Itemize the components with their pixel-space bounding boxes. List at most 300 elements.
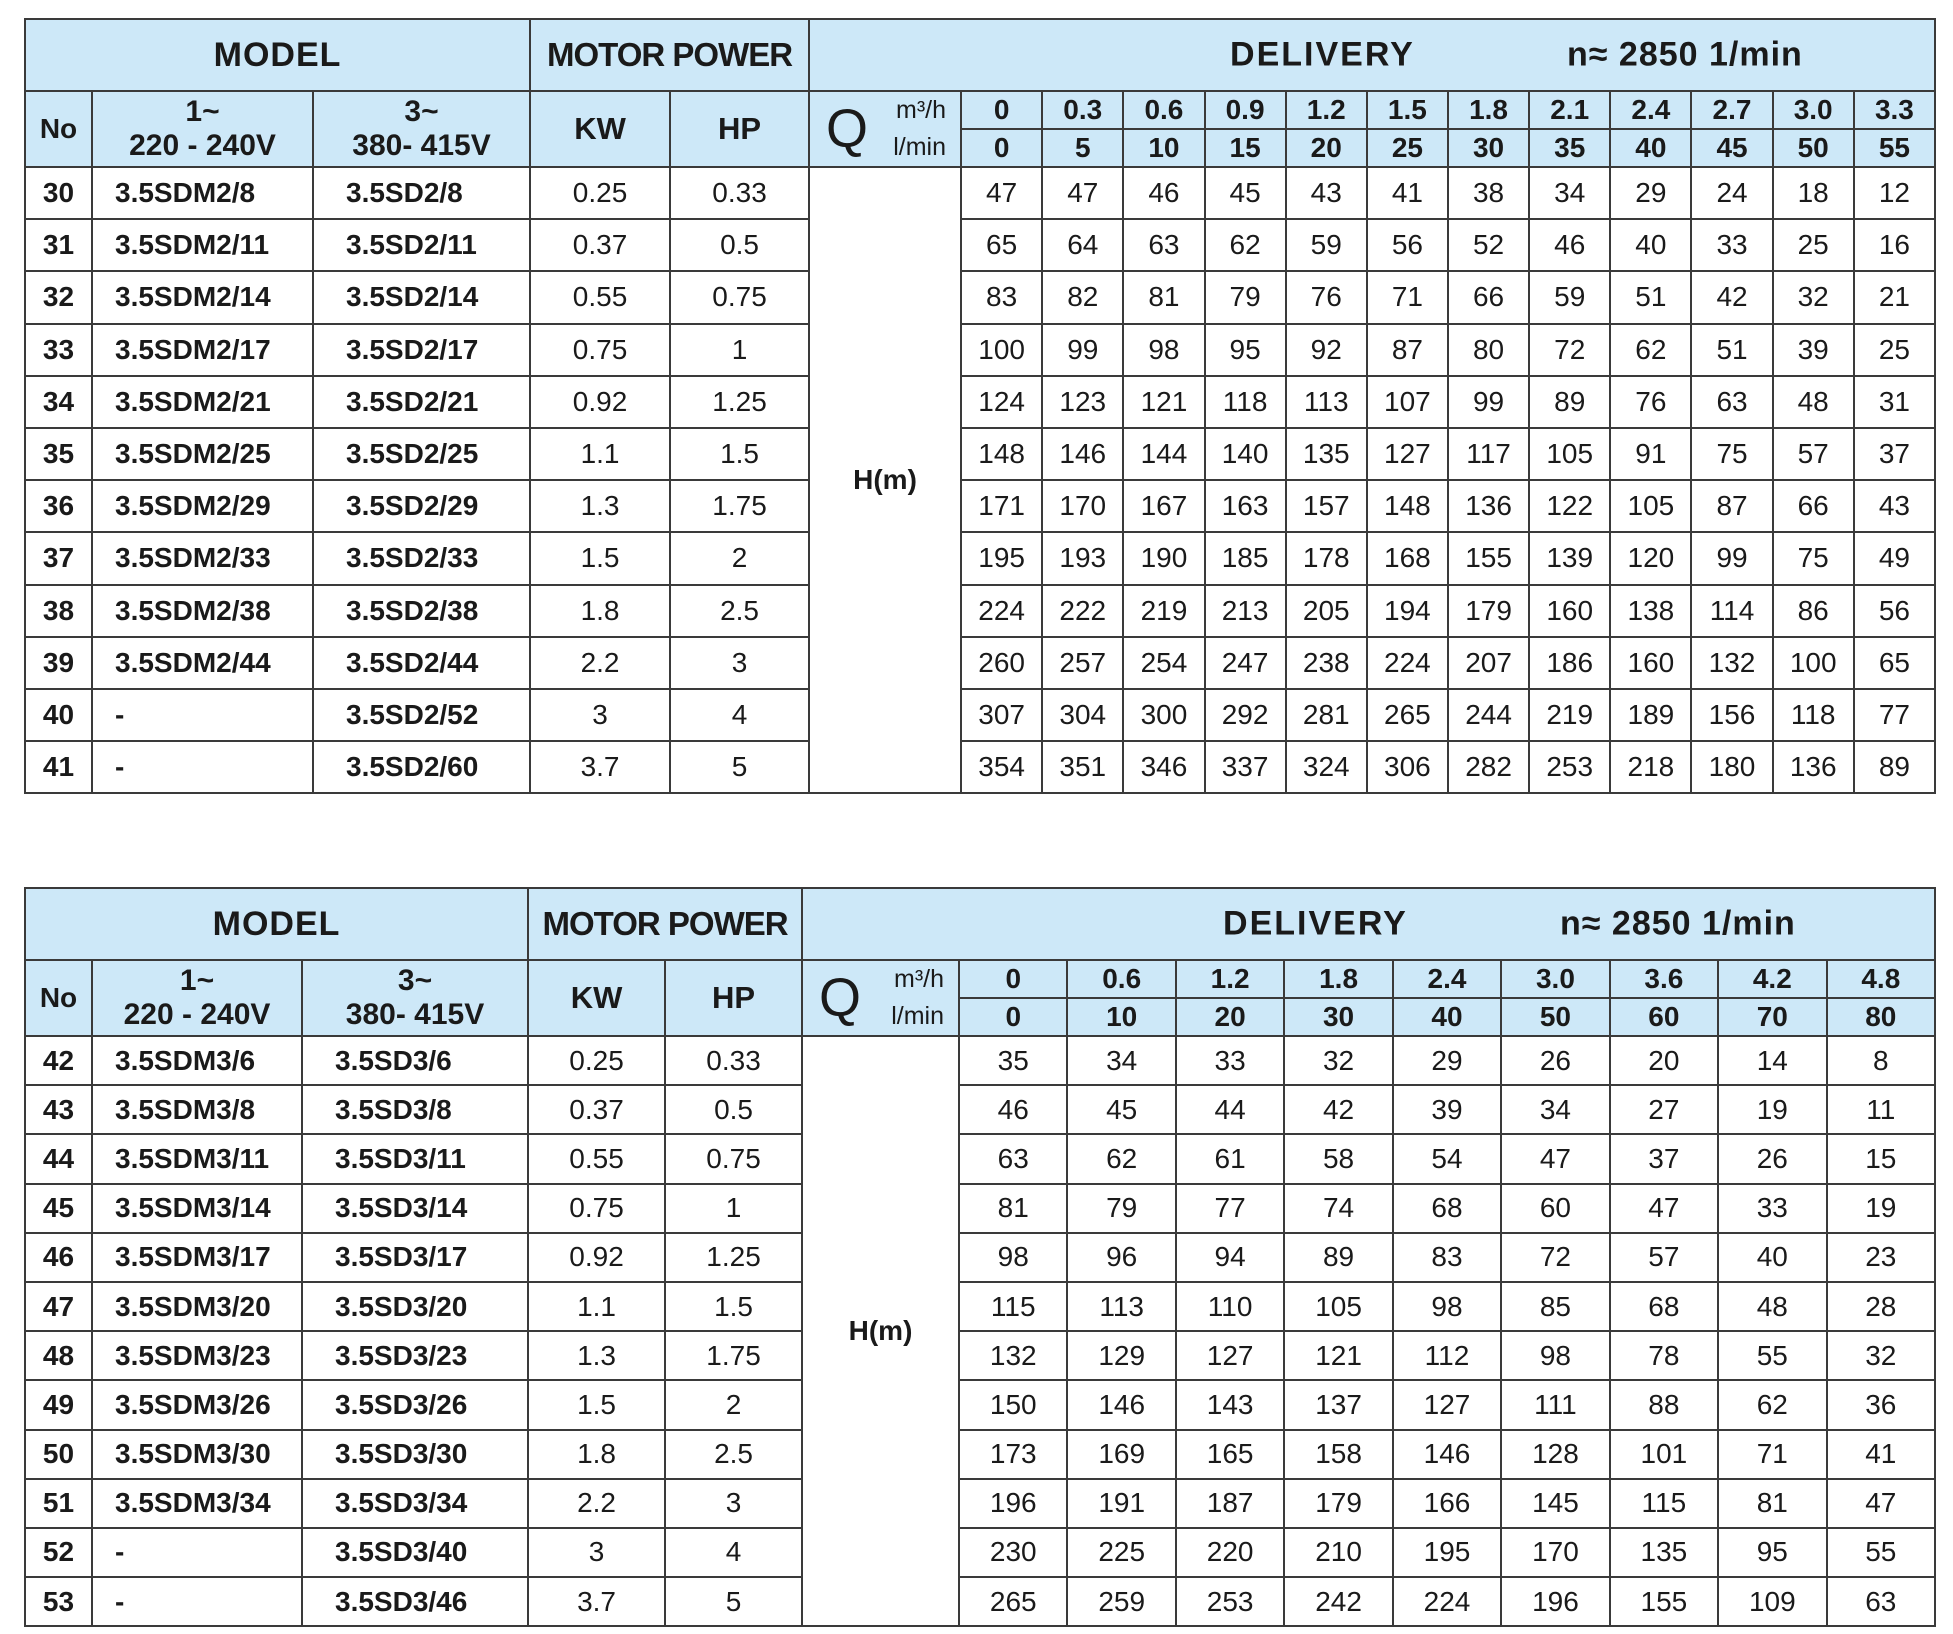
- flow-m3h-value: 1.2: [1286, 91, 1367, 129]
- three-phase-model: 3.5SD2/17: [313, 324, 530, 376]
- single-phase-model: 3.5SDM3/34: [92, 1479, 302, 1528]
- flow-lmin-value: 60: [1610, 998, 1718, 1036]
- three-phase-symbol: 3~: [397, 964, 433, 997]
- head-value: 80: [1448, 324, 1529, 376]
- power-kw: 3: [528, 1528, 665, 1577]
- head-value: 129: [1067, 1331, 1175, 1380]
- kw-header: KW: [528, 960, 665, 1036]
- head-value: 168: [1367, 532, 1448, 584]
- flow-lmin-value: 25: [1367, 129, 1448, 167]
- three-phase-model: 3.5SD3/30: [302, 1430, 528, 1479]
- head-value: 42: [1284, 1085, 1392, 1134]
- head-value: 304: [1042, 689, 1123, 741]
- single-phase-model: 3.5SDM2/17: [92, 324, 313, 376]
- three-phase-header: [313, 91, 530, 167]
- head-value: 173: [959, 1430, 1067, 1479]
- three-phase-symbol: 3~: [404, 95, 439, 128]
- head-value: 63: [1691, 376, 1772, 428]
- row-number: 31: [25, 219, 92, 271]
- head-value: 47: [1610, 1184, 1718, 1233]
- three-phase-model: 3.5SD2/33: [313, 532, 530, 584]
- row-number: 53: [25, 1577, 92, 1626]
- power-hp: 4: [665, 1528, 802, 1577]
- three-phase-model: 3.5SD3/17: [302, 1233, 528, 1282]
- power-kw: 0.37: [530, 219, 670, 271]
- flow-m3h-value: 1.8: [1284, 960, 1392, 998]
- head-value: 79: [1205, 271, 1286, 323]
- flow-m3h-value: 3.0: [1773, 91, 1854, 129]
- single-phase-model: -: [92, 689, 313, 741]
- flow-lmin-value: 30: [1284, 998, 1392, 1036]
- head-value: 56: [1854, 585, 1935, 637]
- table-row: [25, 428, 1935, 480]
- head-value: 68: [1393, 1184, 1501, 1233]
- head-value: 75: [1691, 428, 1772, 480]
- head-value: 127: [1176, 1331, 1284, 1380]
- head-value: 193: [1042, 532, 1123, 584]
- power-kw: 3.7: [530, 741, 670, 793]
- head-value: 82: [1042, 271, 1123, 323]
- flow-lmin-value: 50: [1501, 998, 1609, 1036]
- power-kw: 1.5: [530, 532, 670, 584]
- table-row: [25, 1430, 1935, 1479]
- row-number: 38: [25, 585, 92, 637]
- head-value: 62: [1610, 324, 1691, 376]
- head-value: 165: [1176, 1430, 1284, 1479]
- single-phase-model: 3.5SDM2/44: [92, 637, 313, 689]
- table-row: [25, 324, 1935, 376]
- head-value: 220: [1176, 1528, 1284, 1577]
- head-value: 92: [1286, 324, 1367, 376]
- head-value: 20: [1610, 1036, 1718, 1085]
- head-value: 219: [1529, 689, 1610, 741]
- head-value: 98: [1501, 1331, 1609, 1380]
- row-number: 47: [25, 1282, 92, 1331]
- flow-lmin-value: 55: [1854, 129, 1935, 167]
- head-value: 41: [1367, 167, 1448, 219]
- header-row-titles: [25, 888, 1935, 960]
- flow-lmin-value: 20: [1286, 129, 1367, 167]
- head-value: 32: [1773, 271, 1854, 323]
- head-value: 169: [1067, 1430, 1175, 1479]
- table-row: [25, 219, 1935, 271]
- head-value: 55: [1718, 1331, 1826, 1380]
- head-value: 76: [1286, 271, 1367, 323]
- head-value: 63: [1123, 219, 1204, 271]
- head-value: 105: [1284, 1282, 1392, 1331]
- head-value: 253: [1176, 1577, 1284, 1626]
- row-number: 37: [25, 532, 92, 584]
- three-phase-header: [302, 960, 528, 1036]
- head-value: 32: [1284, 1036, 1392, 1085]
- flow-m3h-value: 0: [961, 91, 1042, 129]
- head-value: 195: [961, 532, 1042, 584]
- table-row: [25, 1479, 1935, 1528]
- head-value: 45: [1205, 167, 1286, 219]
- head-value: 179: [1448, 585, 1529, 637]
- head-value: 224: [1367, 637, 1448, 689]
- head-value: 79: [1067, 1184, 1175, 1233]
- head-value: 155: [1448, 532, 1529, 584]
- head-value: 180: [1691, 741, 1772, 793]
- head-value: 123: [1042, 376, 1123, 428]
- power-kw: 0.92: [528, 1233, 665, 1282]
- power-kw: 1.3: [530, 480, 670, 532]
- head-value: 259: [1067, 1577, 1175, 1626]
- head-value: 146: [1067, 1380, 1175, 1429]
- head-value: 148: [961, 428, 1042, 480]
- single-phase-symbol: 1~: [179, 964, 215, 997]
- head-value: 213: [1205, 585, 1286, 637]
- head-value: 155: [1610, 1577, 1718, 1626]
- head-value: 51: [1691, 324, 1772, 376]
- hp-header: HP: [665, 960, 802, 1036]
- flow-m3h-value: 0.6: [1123, 91, 1204, 129]
- head-value: 39: [1393, 1085, 1501, 1134]
- three-phase-model: 3.5SD3/20: [302, 1282, 528, 1331]
- head-value: 91: [1610, 428, 1691, 480]
- head-value: 253: [1529, 741, 1610, 793]
- head-value: 62: [1067, 1134, 1175, 1183]
- head-value: 57: [1610, 1233, 1718, 1282]
- head-value: 78: [1610, 1331, 1718, 1380]
- head-value: 127: [1367, 428, 1448, 480]
- flow-m3h-value: 0.3: [1042, 91, 1123, 129]
- head-value: 19: [1718, 1085, 1826, 1134]
- flow-m3h-value: 2.4: [1610, 91, 1691, 129]
- single-phase-model: 3.5SDM3/11: [92, 1134, 302, 1183]
- three-phase-model: 3.5SD3/6: [302, 1036, 528, 1085]
- head-value: 15: [1827, 1134, 1936, 1183]
- performance-table-sd3: [24, 887, 1936, 1627]
- single-phase-model: -: [92, 741, 313, 793]
- head-value: 224: [1393, 1577, 1501, 1626]
- flow-lmin-value: 70: [1718, 998, 1826, 1036]
- power-hp: 1: [665, 1184, 802, 1233]
- flow-m3h-value: 2.7: [1691, 91, 1772, 129]
- head-value: 307: [961, 689, 1042, 741]
- head-value: 96: [1067, 1233, 1175, 1282]
- head-value: 8: [1827, 1036, 1936, 1085]
- three-phase-model: 3.5SD3/34: [302, 1479, 528, 1528]
- three-phase-voltage: 380- 415V: [345, 998, 485, 1031]
- power-hp: 2: [665, 1380, 802, 1429]
- power-hp: 1.25: [670, 376, 809, 428]
- head-value: 23: [1827, 1233, 1936, 1282]
- single-phase-model: 3.5SDM3/23: [92, 1331, 302, 1380]
- head-value: 121: [1284, 1331, 1392, 1380]
- head-value: 100: [1773, 637, 1854, 689]
- power-hp: 2.5: [670, 585, 809, 637]
- head-value: 247: [1205, 637, 1286, 689]
- flow-lmin-value: 5: [1042, 129, 1123, 167]
- flow-lmin-value: 80: [1827, 998, 1936, 1036]
- head-value: 40: [1610, 219, 1691, 271]
- flow-lmin-value: 40: [1610, 129, 1691, 167]
- head-value: 190: [1123, 532, 1204, 584]
- single-phase-model: 3.5SDM2/38: [92, 585, 313, 637]
- head-value: 21: [1854, 271, 1935, 323]
- head-value: 132: [959, 1331, 1067, 1380]
- head-value: 34: [1067, 1036, 1175, 1085]
- head-value: 244: [1448, 689, 1529, 741]
- head-value: 107: [1367, 376, 1448, 428]
- delivery-title: DELIVERY: [1230, 35, 1415, 74]
- head-value: 59: [1286, 219, 1367, 271]
- single-phase-voltage: 220 - 240V: [129, 129, 276, 162]
- table-row: [25, 480, 1935, 532]
- head-value: 260: [961, 637, 1042, 689]
- head-value: 38: [1448, 167, 1529, 219]
- head-value: 185: [1205, 532, 1286, 584]
- single-phase-header: [92, 960, 302, 1036]
- head-value: 121: [1123, 376, 1204, 428]
- delivery-title: DELIVERY: [1223, 904, 1408, 943]
- head-value: 52: [1448, 219, 1529, 271]
- single-phase-model: 3.5SDM3/26: [92, 1380, 302, 1429]
- head-value: 83: [1393, 1233, 1501, 1282]
- head-value: 160: [1610, 637, 1691, 689]
- head-value: 62: [1205, 219, 1286, 271]
- head-value: 222: [1042, 585, 1123, 637]
- head-value: 160: [1529, 585, 1610, 637]
- single-phase-model: 3.5SDM2/11: [92, 219, 313, 271]
- delivery-header: [802, 888, 1935, 960]
- head-value: 257: [1042, 637, 1123, 689]
- head-value: 88: [1610, 1380, 1718, 1429]
- head-value: 265: [959, 1577, 1067, 1626]
- three-phase-model: 3.5SD2/44: [313, 637, 530, 689]
- head-value: 113: [1067, 1282, 1175, 1331]
- head-value: 71: [1367, 271, 1448, 323]
- flow-m3h-value: 4.2: [1718, 960, 1826, 998]
- row-number: 42: [25, 1036, 92, 1085]
- head-value: 124: [961, 376, 1042, 428]
- row-number: 39: [25, 637, 92, 689]
- head-value: 27: [1610, 1085, 1718, 1134]
- head-value: 46: [959, 1085, 1067, 1134]
- head-value: 68: [1610, 1282, 1718, 1331]
- flow-unit-header: [802, 960, 959, 1036]
- single-phase-model: 3.5SDM2/14: [92, 271, 313, 323]
- head-value: 94: [1176, 1233, 1284, 1282]
- head-value: 87: [1691, 480, 1772, 532]
- head-value: 95: [1205, 324, 1286, 376]
- row-number: 34: [25, 376, 92, 428]
- head-value: 26: [1501, 1036, 1609, 1085]
- flow-m3h-value: 3.6: [1610, 960, 1718, 998]
- head-value: 187: [1176, 1479, 1284, 1528]
- single-phase-model: 3.5SDM2/29: [92, 480, 313, 532]
- power-hp: 2: [670, 532, 809, 584]
- table-row: [25, 1184, 1935, 1233]
- flow-unit-header: [809, 91, 961, 167]
- head-value: 146: [1042, 428, 1123, 480]
- three-phase-voltage: 380- 415V: [352, 129, 491, 162]
- head-value: 127: [1393, 1380, 1501, 1429]
- head-value: 33: [1718, 1184, 1826, 1233]
- head-value: 207: [1448, 637, 1529, 689]
- head-value: 113: [1286, 376, 1367, 428]
- power-kw: 0.25: [530, 167, 670, 219]
- table-row: [25, 1331, 1935, 1380]
- three-phase-model: 3.5SD2/38: [313, 585, 530, 637]
- power-hp: 0.33: [670, 167, 809, 219]
- head-value: 98: [1123, 324, 1204, 376]
- head-value: 43: [1286, 167, 1367, 219]
- flow-m3h-value: 0.6: [1067, 960, 1175, 998]
- table-row: [25, 689, 1935, 741]
- power-hp: 1.5: [670, 428, 809, 480]
- head-value: 89: [1854, 741, 1935, 793]
- head-value: 34: [1501, 1085, 1609, 1134]
- head-value: 66: [1448, 271, 1529, 323]
- head-value: 40: [1718, 1233, 1826, 1282]
- head-value: 58: [1284, 1134, 1392, 1183]
- three-phase-model: 3.5SD2/25: [313, 428, 530, 480]
- table-row: [25, 1380, 1935, 1429]
- power-hp: 0.5: [665, 1085, 802, 1134]
- flow-m3h-value: 1.2: [1176, 960, 1284, 998]
- row-number: 51: [25, 1479, 92, 1528]
- power-kw: 2.2: [530, 637, 670, 689]
- head-value: 85: [1501, 1282, 1609, 1331]
- flow-m3h-value: 2.4: [1393, 960, 1501, 998]
- single-phase-model: 3.5SDM2/8: [92, 167, 313, 219]
- head-value: 34: [1529, 167, 1610, 219]
- single-phase-model: -: [92, 1528, 302, 1577]
- single-phase-model: 3.5SDM3/14: [92, 1184, 302, 1233]
- head-value: 99: [1691, 532, 1772, 584]
- flow-m3h-value: 1.5: [1367, 91, 1448, 129]
- single-phase-model: 3.5SDM3/20: [92, 1282, 302, 1331]
- head-value: 57: [1773, 428, 1854, 480]
- power-hp: 0.75: [665, 1134, 802, 1183]
- power-kw: 0.75: [530, 324, 670, 376]
- head-value: 195: [1393, 1528, 1501, 1577]
- single-phase-model: 3.5SDM2/33: [92, 532, 313, 584]
- three-phase-model: 3.5SD2/21: [313, 376, 530, 428]
- head-value: 71: [1718, 1430, 1826, 1479]
- table-row: [25, 271, 1935, 323]
- row-number: 48: [25, 1331, 92, 1380]
- head-value: 282: [1448, 741, 1529, 793]
- head-value: 28: [1827, 1282, 1936, 1331]
- head-value: 292: [1205, 689, 1286, 741]
- row-number: 49: [25, 1380, 92, 1429]
- head-label: H(m): [809, 167, 961, 793]
- head-value: 81: [1718, 1479, 1826, 1528]
- head-value: 37: [1610, 1134, 1718, 1183]
- head-value: 178: [1286, 532, 1367, 584]
- head-value: 33: [1176, 1036, 1284, 1085]
- table-row: [25, 585, 1935, 637]
- header-row-titles: [25, 19, 1935, 91]
- flow-lmin-value: 30: [1448, 129, 1529, 167]
- three-phase-model: 3.5SD2/8: [313, 167, 530, 219]
- single-phase-model: 3.5SDM2/21: [92, 376, 313, 428]
- head-value: 189: [1610, 689, 1691, 741]
- three-phase-model: 3.5SD3/26: [302, 1380, 528, 1429]
- head-value: 196: [959, 1479, 1067, 1528]
- unit-m3h-label: m³/h: [896, 96, 947, 124]
- speed-rating: n≈ 2850 1/min: [1567, 35, 1803, 74]
- head-value: 105: [1610, 480, 1691, 532]
- head-value: 324: [1286, 741, 1367, 793]
- table-row: [25, 1528, 1935, 1577]
- hp-header: HP: [670, 91, 809, 167]
- table-row: [25, 1085, 1935, 1134]
- head-value: 81: [1123, 271, 1204, 323]
- head-value: 135: [1610, 1528, 1718, 1577]
- head-value: 98: [1393, 1282, 1501, 1331]
- three-phase-model: 3.5SD3/46: [302, 1577, 528, 1626]
- head-value: 194: [1367, 585, 1448, 637]
- head-value: 242: [1284, 1577, 1392, 1626]
- table-row: [25, 1233, 1935, 1282]
- power-hp: 1.75: [665, 1331, 802, 1380]
- head-value: 143: [1176, 1380, 1284, 1429]
- head-value: 139: [1529, 532, 1610, 584]
- power-hp: 1.75: [670, 480, 809, 532]
- power-hp: 2.5: [665, 1430, 802, 1479]
- head-value: 26: [1718, 1134, 1826, 1183]
- head-value: 156: [1691, 689, 1772, 741]
- head-value: 47: [1042, 167, 1123, 219]
- head-value: 115: [1610, 1479, 1718, 1528]
- row-number: 45: [25, 1184, 92, 1233]
- head-value: 42: [1691, 271, 1772, 323]
- head-value: 29: [1393, 1036, 1501, 1085]
- head-value: 46: [1123, 167, 1204, 219]
- flow-lmin-value: 10: [1123, 129, 1204, 167]
- performance-table-sd2: [24, 18, 1936, 794]
- flow-lmin-value: 10: [1067, 998, 1175, 1036]
- table-row: [25, 1577, 1935, 1626]
- power-kw: 0.55: [530, 271, 670, 323]
- head-value: 48: [1773, 376, 1854, 428]
- head-value: 230: [959, 1528, 1067, 1577]
- flow-lmin-value: 45: [1691, 129, 1772, 167]
- head-value: 25: [1773, 219, 1854, 271]
- head-value: 47: [961, 167, 1042, 219]
- head-value: 118: [1205, 376, 1286, 428]
- single-phase-model: 3.5SDM3/6: [92, 1036, 302, 1085]
- head-value: 351: [1042, 741, 1123, 793]
- flow-lmin-value: 20: [1176, 998, 1284, 1036]
- power-kw: 1.5: [528, 1380, 665, 1429]
- power-kw: 1.3: [528, 1331, 665, 1380]
- model-header: MODEL: [25, 19, 530, 91]
- head-value: 114: [1691, 585, 1772, 637]
- head-value: 98: [959, 1233, 1067, 1282]
- head-value: 99: [1042, 324, 1123, 376]
- head-value: 170: [1501, 1528, 1609, 1577]
- head-value: 186: [1529, 637, 1610, 689]
- row-number: 50: [25, 1430, 92, 1479]
- head-value: 138: [1610, 585, 1691, 637]
- head-value: 101: [1610, 1430, 1718, 1479]
- head-value: 16: [1854, 219, 1935, 271]
- head-value: 100: [961, 324, 1042, 376]
- three-phase-model: 3.5SD3/23: [302, 1331, 528, 1380]
- head-value: 89: [1284, 1233, 1392, 1282]
- head-value: 179: [1284, 1479, 1392, 1528]
- three-phase-model: 3.5SD3/14: [302, 1184, 528, 1233]
- head-value: 47: [1827, 1479, 1936, 1528]
- flow-m3h-value: 3.0: [1501, 960, 1609, 998]
- head-value: 111: [1501, 1380, 1609, 1429]
